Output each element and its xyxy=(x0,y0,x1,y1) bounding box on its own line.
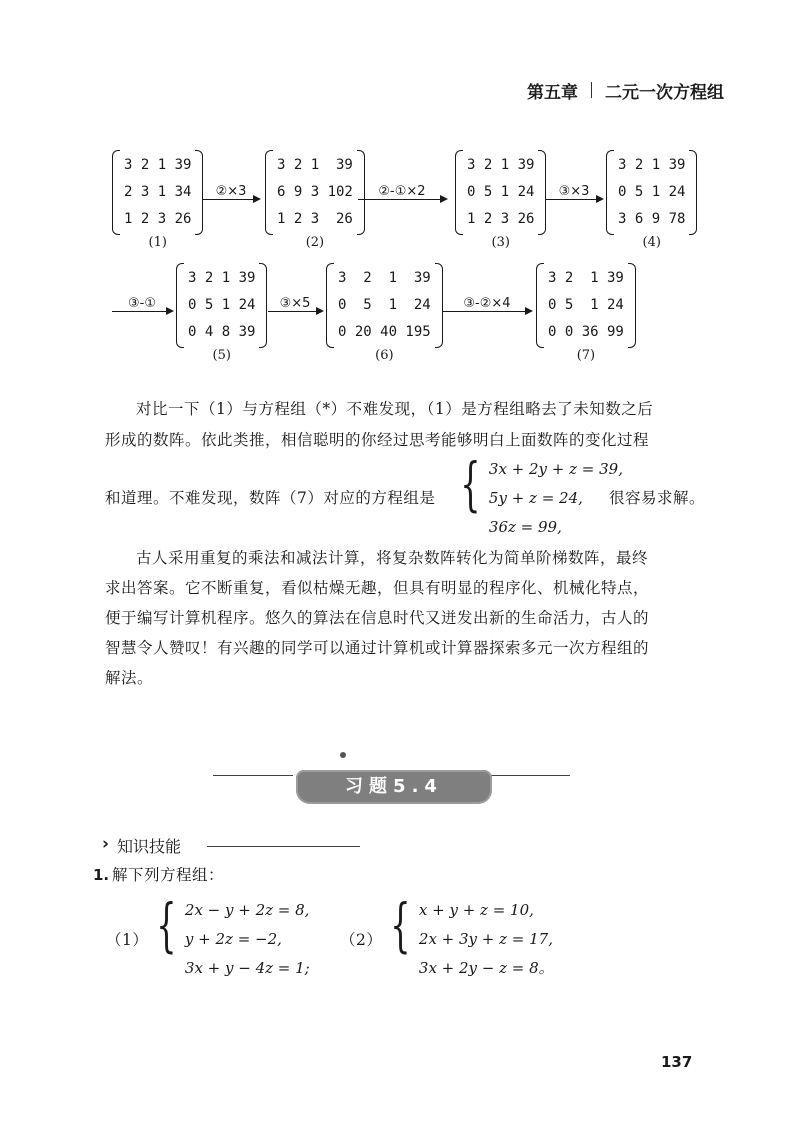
equation: 5y + z = 24, xyxy=(488,489,583,507)
arrow-op-label: ③-① xyxy=(128,296,156,311)
equation-system-7 xyxy=(452,450,623,542)
paragraph-line: 智慧令人赞叹！有兴趣的同学可以通过计算机或计算器探索多元一次方程组的 xyxy=(105,639,650,657)
matrix-6 xyxy=(326,263,443,363)
matrix-row: 6 9 3 102 xyxy=(277,184,353,200)
paragraph-line: 解法。 xyxy=(105,669,154,687)
arrow-op-label: ③-②×4 xyxy=(463,296,511,311)
matrix-row: 3 2 1 39 xyxy=(188,270,256,286)
left-brace: { xyxy=(460,450,481,518)
matrix-label: (4) xyxy=(642,235,661,250)
compass-icon xyxy=(340,752,346,758)
paragraph-line: 古人采用重复的乘法和减法计算，将复杂数阵转化为简单阶梯数阵，最终 xyxy=(136,549,649,567)
equation: 3x + 2y − z = 8。 xyxy=(418,959,554,977)
arrow-op-2 xyxy=(358,184,446,200)
paragraph-line: 和道理。不难发现，数阵（7）对应的方程组是 xyxy=(105,489,436,507)
matrix-row: 0 5 1 24 xyxy=(188,297,256,313)
question-number: 1. xyxy=(93,866,110,884)
matrix-row: 3 2 1 39 xyxy=(467,157,535,173)
subquestion-label: （2） xyxy=(340,931,383,949)
matrix-row: 3 2 1 39 xyxy=(338,270,431,286)
arrow-op-3 xyxy=(546,184,602,200)
chapter-label: 第五章 xyxy=(527,83,578,103)
matrix-row: 3 2 1 39 xyxy=(548,270,624,286)
exercise-banner: 习题5.4 xyxy=(296,770,492,804)
matrix-row: 1 2 3 26 xyxy=(124,211,192,227)
question-text: 解下列方程组： xyxy=(112,866,225,884)
matrix-row: 1 2 3 26 xyxy=(467,211,535,227)
equation: y + 2z = −2, xyxy=(184,930,282,948)
subquestion-label: （1） xyxy=(106,931,149,949)
matrix-label: (7) xyxy=(576,348,596,363)
section-rule xyxy=(207,846,360,847)
page-number: 137 xyxy=(661,1053,693,1071)
matrix-row: 0 4 8 39 xyxy=(188,324,256,340)
banner-rule-right xyxy=(490,775,570,776)
matrix-row: 1 2 3 26 xyxy=(277,211,353,227)
matrix-row: 3 2 1 39 xyxy=(618,157,686,173)
matrix-4 xyxy=(606,150,697,250)
equation: 36z = 99, xyxy=(488,518,562,536)
matrix-row: 0 0 36 99 xyxy=(548,324,624,340)
arrow-op-label: ②-①×2 xyxy=(378,184,426,199)
matrix-row: 0 5 1 24 xyxy=(467,184,535,200)
arrow-op-label: ③×3 xyxy=(558,184,590,199)
banner-rule-left xyxy=(213,775,293,776)
matrix-5 xyxy=(176,263,267,363)
matrix-3 xyxy=(455,150,546,250)
arrow-op-6 xyxy=(443,296,531,312)
equation-system-2 xyxy=(382,891,554,983)
matrix-row: 3 6 9 78 xyxy=(618,211,686,227)
arrow-op-label: ③×5 xyxy=(279,296,311,311)
header-divider xyxy=(591,82,592,98)
matrix-row: 0 20 40 195 xyxy=(338,324,431,340)
matrix-row: 3 2 1 39 xyxy=(277,157,353,173)
matrix-row: 3 2 1 39 xyxy=(124,157,192,173)
chapter-title: 二元一次方程组 xyxy=(605,83,724,103)
matrix-1 xyxy=(112,150,203,250)
matrix-row: 0 5 1 24 xyxy=(338,297,431,313)
matrix-label: (6) xyxy=(375,348,394,363)
matrix-row: 0 5 1 24 xyxy=(548,297,624,313)
equation-system-1 xyxy=(148,891,310,983)
matrix-label: (3) xyxy=(491,235,510,250)
matrix-label: (5) xyxy=(212,348,231,363)
paragraph-line: 便于编写计算机程序。悠久的算法在信息时代又迸发出新的生命活力，古人的 xyxy=(105,609,650,627)
paragraph-line: 对比一下（1）与方程组（*）不难发现，（1）是方程组略去了未知数之后 xyxy=(136,400,654,418)
equation: 2x − y + 2z = 8, xyxy=(184,901,310,919)
equation: 2x + 3y + z = 17, xyxy=(418,930,553,948)
arrow-op-1 xyxy=(203,184,259,200)
arrow-op-label: ②×3 xyxy=(215,184,247,199)
matrix-2 xyxy=(265,150,365,250)
arrow-op-5 xyxy=(268,296,322,312)
chevron-right-icon: › xyxy=(102,834,110,854)
matrix-7 xyxy=(536,263,636,363)
paragraph-line: 形成的数阵。依此类推，相信聪明的你经过思考能够明白上面数阵的变化过程 xyxy=(105,431,650,449)
section-heading: 知识技能 xyxy=(117,837,182,856)
matrix-label: (2) xyxy=(305,235,325,250)
paragraph-line: 很容易求解。 xyxy=(609,489,706,507)
matrix-label: (1) xyxy=(148,235,167,250)
left-brace: { xyxy=(390,891,411,959)
matrix-row: 0 5 1 24 xyxy=(618,184,686,200)
left-brace: { xyxy=(156,891,177,959)
arrow-op-4 xyxy=(112,296,172,312)
equation: 3x + 2y + z = 39, xyxy=(488,460,623,478)
matrix-row: 2 3 1 34 xyxy=(124,184,192,200)
equation: 3x + y − 4z = 1; xyxy=(184,959,310,977)
paragraph-line: 求出答案。它不断重复，看似枯燥无趣，但具有明显的程序化、机械化特点， xyxy=(105,579,650,597)
equation: x + y + z = 10, xyxy=(418,901,534,919)
